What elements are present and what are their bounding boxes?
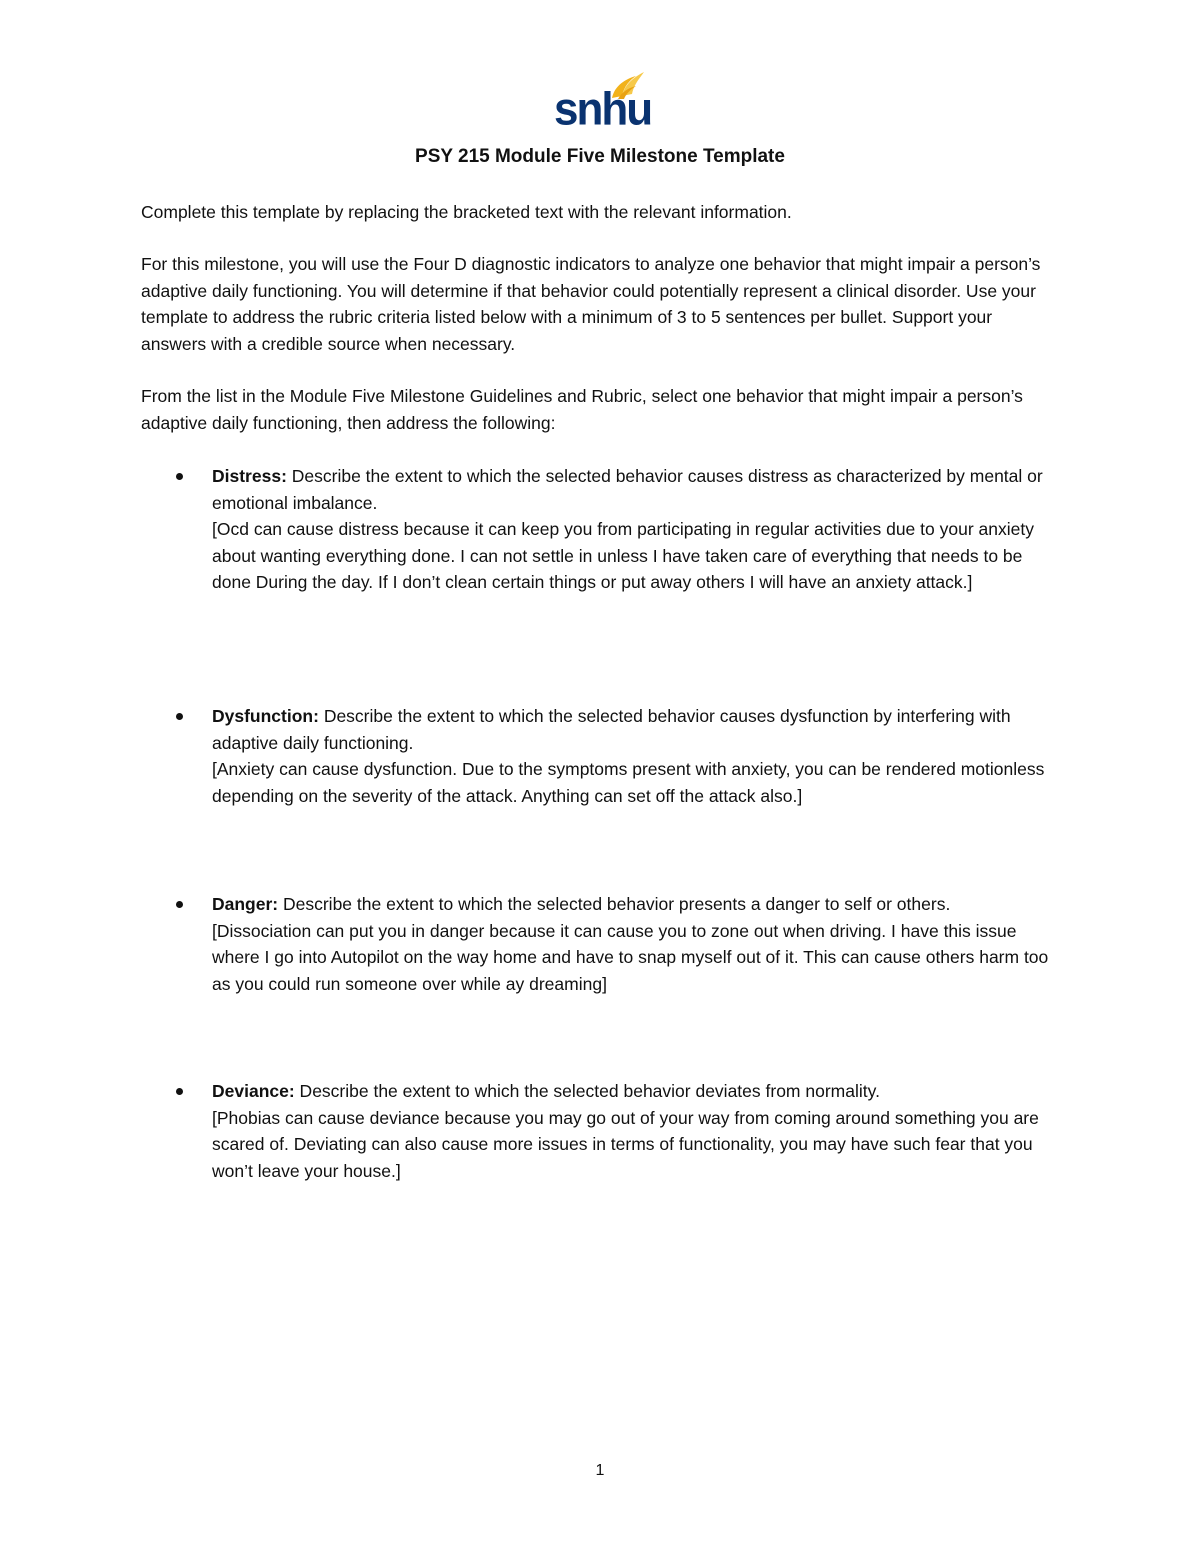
page-number: 1 (595, 1462, 605, 1479)
bullet-prompt: Describe the extent to which the selected behavior causes dysfunction by interfering with adaptive daily functioning. (212, 706, 1011, 753)
instruction-paragraph: Complete this template by replacing the bracketed text with the relevant information. (141, 202, 792, 222)
page-title: PSY 215 Module Five Milestone Template (415, 146, 785, 167)
logo-text: snhu (554, 83, 652, 136)
bullet-answer: [Phobias can cause deviance because you may go out of your way from coming around something you are scared of. Deviating can also cause more issues in terms of functionality, you may have such fear that you won’t leave your house.] (212, 1107, 1039, 1181)
bullet-prompt: Describe the extent to which the selected behavior causes distress as characterized by mental or emotional imbalance. (212, 466, 1043, 513)
bullet-answer: [Anxiety can cause dysfunction. Due to the symptoms present with anxiety, you can be rendered motionless depending on the severity of the attack. Anything can set off the attack also.] (212, 759, 1045, 806)
bullet-prompt: Describe the extent to which the selected behavior deviates from normality. (294, 1081, 880, 1101)
selection-instruction-paragraph: From the list in the Module Five Milestone Guidelines and Rubric, select one behavior that might impair a person’s adaptive daily functioning, then address the following: (141, 386, 1023, 433)
bullet-prompt: Describe the extent to which the selected behavior presents a danger to self or others. (278, 894, 951, 914)
snhu-logo (548, 70, 652, 136)
bullet-label: Danger: (212, 894, 279, 914)
bullet-label: Deviance: (212, 1081, 295, 1101)
bullet-label: Distress: (212, 466, 287, 486)
bullet-body (212, 1078, 1062, 1184)
bullet-label: Dysfunction: (212, 706, 319, 726)
bullet-icon (176, 901, 183, 908)
bullet-answer: [Dissociation can put you in danger because it can cause you to zone out when driving. I have this issue where I go into Autopilot on the way home and have to snap myself out of it. This can cause others harm too as you could run someone over while ay dreaming] (212, 920, 1049, 994)
bullet-body (212, 703, 1062, 809)
milestone-description-paragraph: For this milestone, you will use the Four D diagnostic indicators to analyze one behavior that might impair a person’s adaptive daily functioning. You will determine if that behavior could potentially represent a clinical disorder. Use your template to address the rubric criteria listed below with a minimum of 3 to 5 sentences per bullet. Support your answers with a credible source when necessary. (141, 254, 1041, 354)
bullet-icon (176, 713, 183, 720)
bullet-body (212, 891, 1062, 997)
bullet-icon (176, 473, 183, 480)
bullet-answer: [Ocd can cause distress because it can keep you from participating in regular activities due to your anxiety about wanting everything done. I can not settle in unless I have taken care of everything that needs to be done During the day. If I don’t clean certain things or put away others I will have an anxiety attack.] (212, 519, 1034, 592)
bullet-icon (176, 1088, 183, 1095)
bullet-body (212, 463, 1062, 596)
